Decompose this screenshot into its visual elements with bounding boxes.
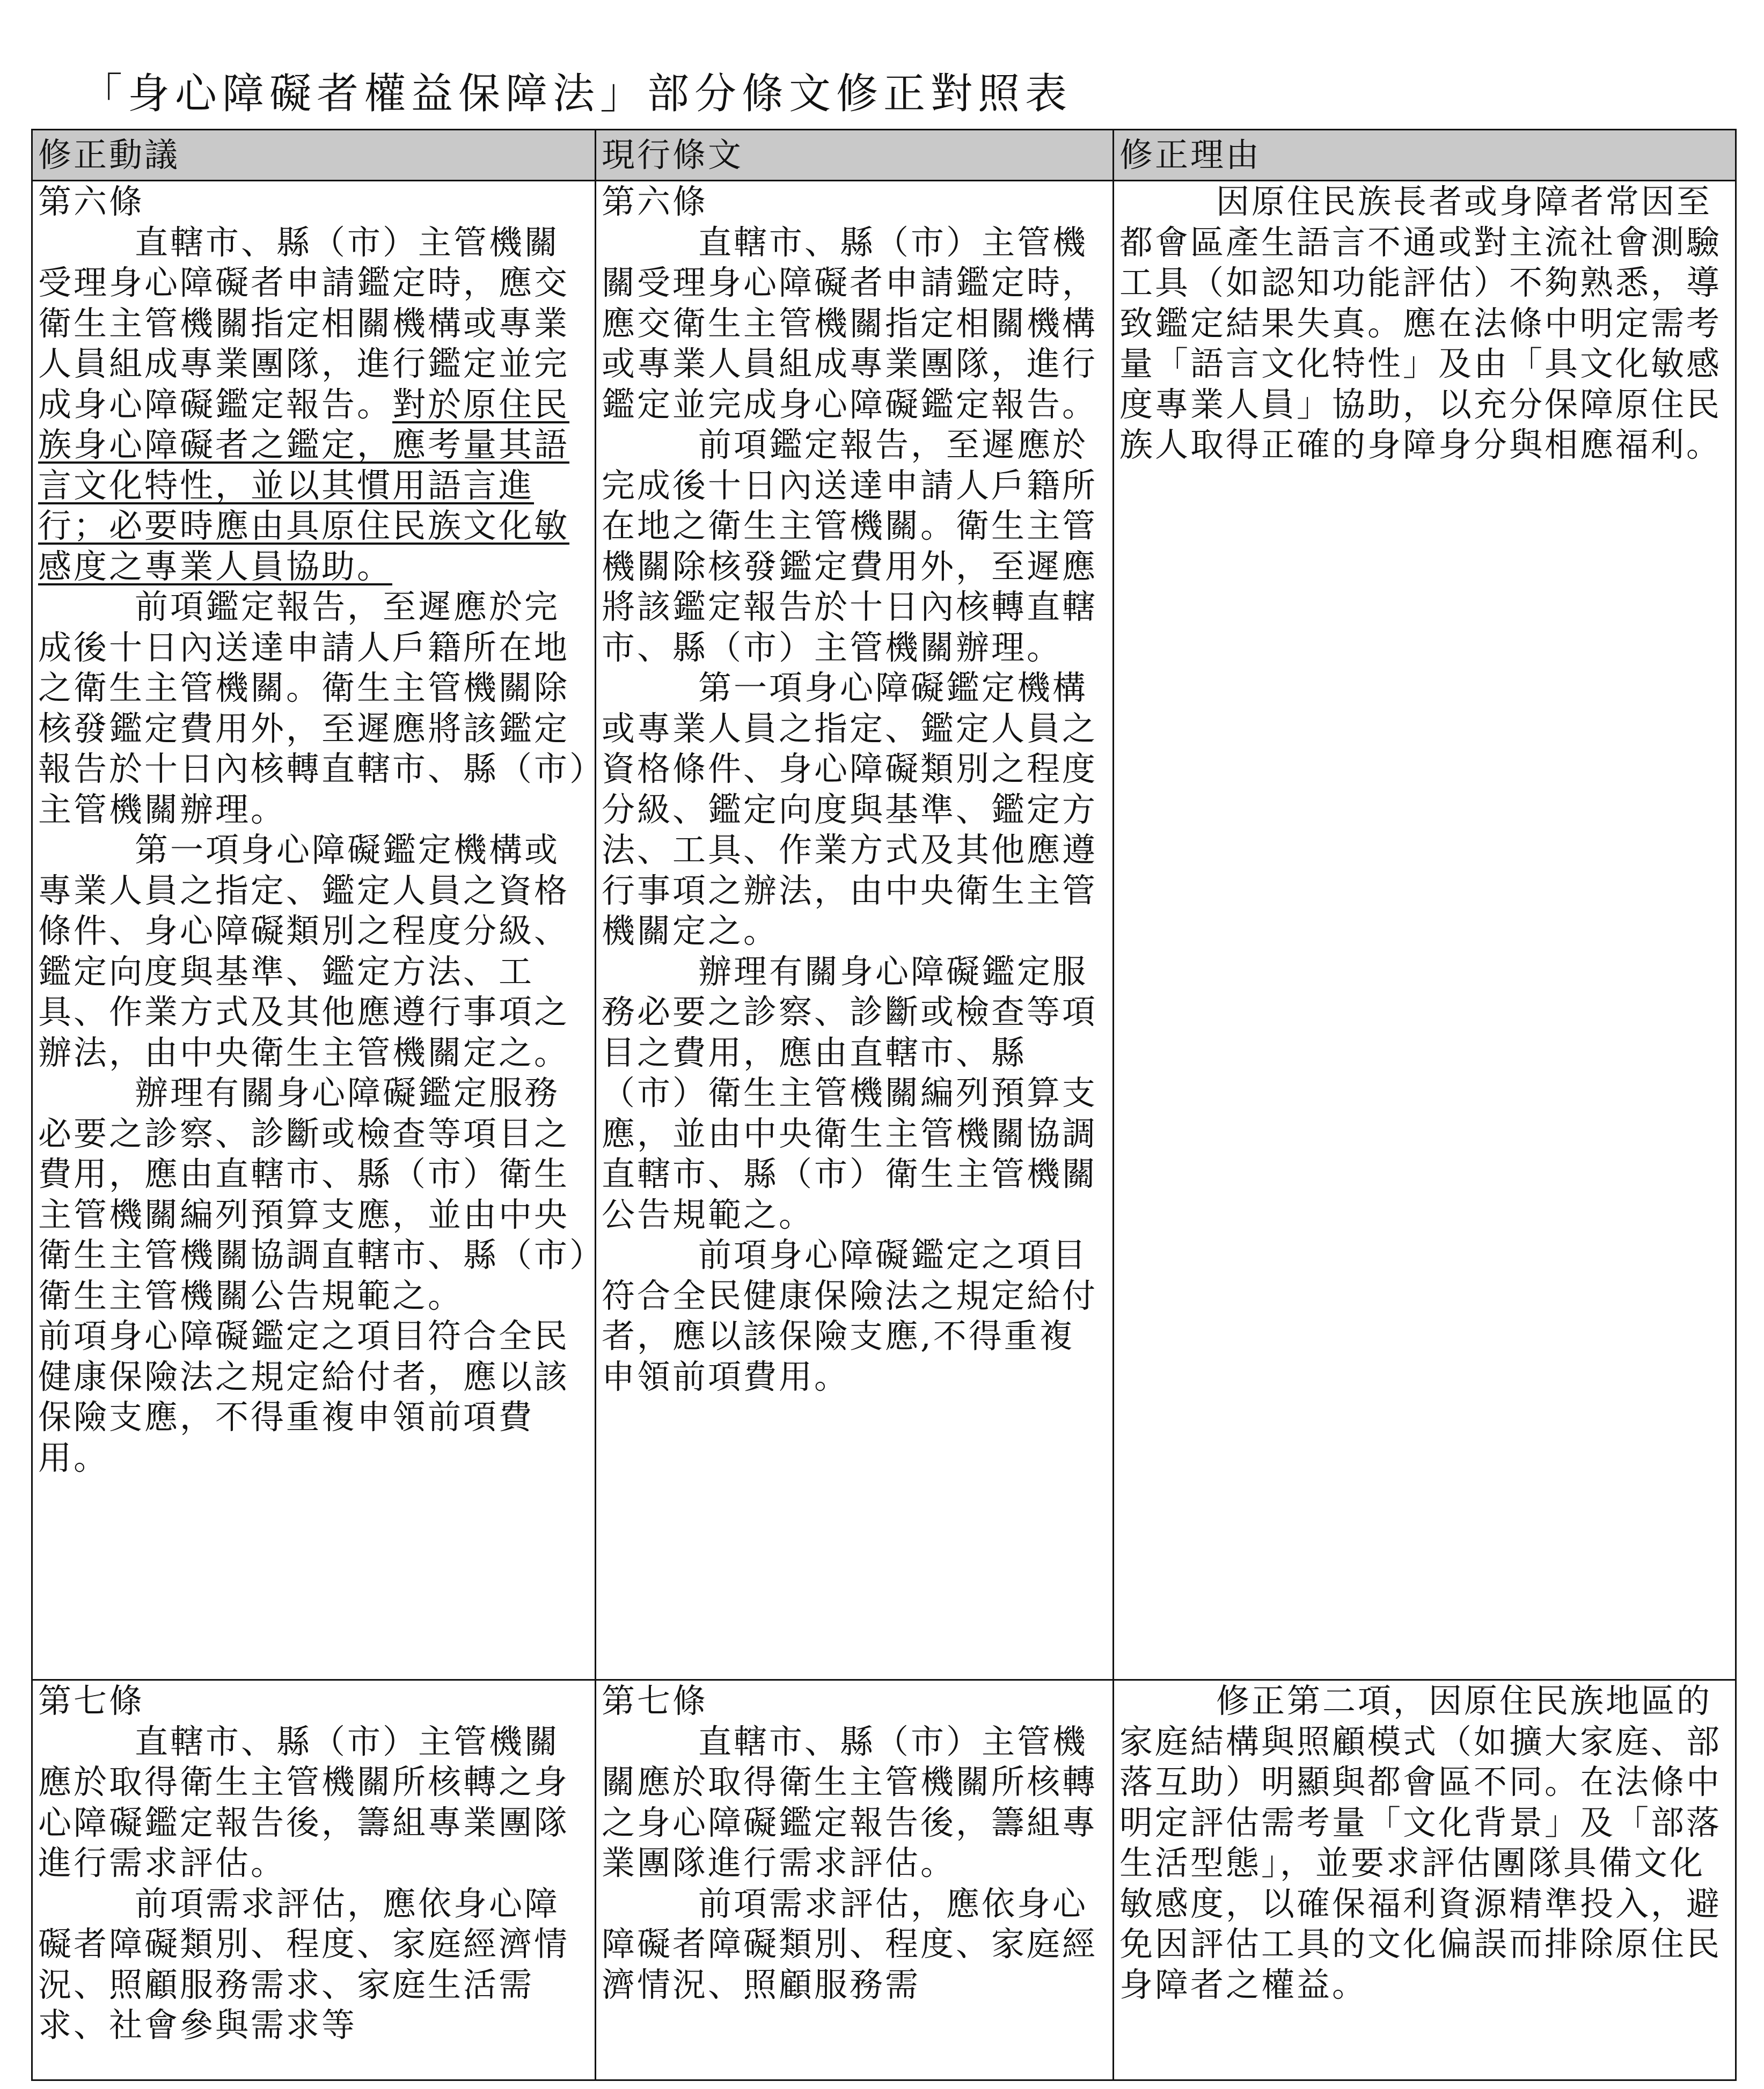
header-current: 現行條文 bbox=[596, 130, 1114, 181]
article-6-current-para-2: 前項鑑定報告，至遲應於完成後十日內送達申請人戶籍所在地之衛生主管機關。衛生主管機關除核發鑑定費用外，至遲應將該鑑定報告於十日內核轉直轄市、縣（市）主管機關辦理。 bbox=[602, 425, 1098, 667]
article-7-current-para-2: 前項需求評估，應依身心障礙者障礙類別、程度、家庭經濟情況、照顧服務需 bbox=[602, 1883, 1098, 2004]
article-7-amendment-title: 第七條 bbox=[38, 1681, 145, 1720]
article-6-row bbox=[32, 181, 1736, 1680]
article-6-amendment-added-text: 對於原住民族身心障礙者之鑑定，應考量其語言文化特性，並以其慣用語言進行；必要時應由具原住民族文化敏感度之專業人員協助。 bbox=[38, 384, 570, 586]
article-7-current-title: 第七條 bbox=[602, 1681, 708, 1720]
article-7-reason-text: 修正第二項，因原住民族地區的家庭結構與照顧模式（如擴大家庭、部落互助）明顯與都會區不同。在法條中明定評估需考量「文化背景」及「部落生活型態」，並要求評估團隊具備文化敏感度，以確保福利資源精準投入，避免因評估工具的文化偏誤而排除原住民身障者之權益。 bbox=[1119, 1681, 1722, 2004]
article-6-amendment-para-4: 辦理有關身心障礙鑑定服務必要之診察、診斷或檢查等項目之費用，應由直轄市、縣（市）衛生主管機關編列預算支應，並由中央衛生主管機關協調直轄市、縣（市）衛生主管機關公告規範之。 bbox=[38, 1073, 589, 1315]
article-6-reason-cell bbox=[1114, 181, 1736, 1680]
article-7-amendment-cell bbox=[32, 1680, 596, 2080]
article-7-amendment-para-1: 直轄市、縣（市）主管機關應於取得衛生主管機關所核轉之身心障礙鑑定報告後，籌組專業團隊進行需求評估。 bbox=[38, 1721, 570, 1882]
article-6-current-para-3: 第一項身心障礙鑑定機構或專業人員之指定、鑑定人員之資格條件、身心障礙類別之程度分級、鑑定向度與基準、鑑定方法、工具、作業方式及其他應遵行事項之辦法，由中央衛生主管機關定之。 bbox=[602, 668, 1098, 950]
article-6-current-para-5: 前項身心障礙鑑定之項目符合全民健康保險法之規定給付者，應以該保險支應,不得重複申領前項費用。 bbox=[602, 1235, 1098, 1396]
article-7-row bbox=[32, 1680, 1736, 2080]
article-6-current-cell bbox=[596, 181, 1114, 1680]
article-6-amendment-para-1-text: 直轄市、縣（市）主管機關受理身心障礙者申請鑑定時，應交衛生主管機關指定相關機構或專業人員組成專業團隊，進行鑑定並完成身心障礙鑑定報告。 bbox=[38, 222, 570, 424]
article-7-reason-cell bbox=[1114, 1680, 1736, 2080]
article-6-current-para-1: 直轄市、縣（市）主管機關受理身心障礙者申請鑑定時，應交衛生主管機關指定相關機構或專業人員組成專業團隊，進行鑑定並完成身心障礙鑑定報告。 bbox=[602, 222, 1098, 424]
article-7-current-para-1: 直轄市、縣（市）主管機關應於取得衛生主管機關所核轉之身心障礙鑑定報告後，籌組專業團隊進行需求評估。 bbox=[602, 1721, 1098, 1882]
article-7-amendment-para-2: 前項需求評估，應依身心障礙者障礙類別、程度、家庭經濟情況、照顧服務需求、家庭生活需求、社會參與需求等 bbox=[38, 1883, 570, 2044]
article-6-amendment-para-2: 前項鑑定報告，至遲應於完成後十日內送達申請人戶籍所在地之衛生主管機關。衛生主管機關除核發鑑定費用外，至遲應將該鑑定報告於十日內核轉直轄市、縣（市）主管機關辦理。 bbox=[38, 587, 589, 829]
article-6-amendment-para-5: 前項身心障礙鑑定之項目符合全民健康保險法之規定給付者，應以該保險支應，不得重複申領前項費用。 bbox=[38, 1316, 570, 1477]
article-6-amendment-title: 第六條 bbox=[38, 182, 145, 221]
article-6-current-para-4: 辦理有關身心障礙鑑定服務必要之診察、診斷或檢查等項目之費用，應由直轄市、縣（市）衛生主管機關編列預算支應，並由中央衛生主管機關協調直轄市、縣（市）衛生主管機關公告規範之。 bbox=[602, 951, 1098, 1234]
page-title: 「身心障礙者權益保障法」部分條文修正對照表 bbox=[80, 70, 1073, 118]
header-reason: 修正理由 bbox=[1114, 130, 1736, 181]
article-6-amendment-para-3: 第一項身心障礙鑑定機構或專業人員之指定、鑑定人員之資格條件、身心障礙類別之程度分級、鑑定向度與基準、鑑定方法、工具、作業方式及其他應遵行事項之辦法，由中央衛生主管機關定之。 bbox=[38, 830, 570, 1072]
article-6-amendment-para-1 bbox=[38, 222, 589, 587]
article-6-reason-text: 因原住民族長者或身障者常因至都會區產生語言不通或對主流社會測驗工具（如認知功能評估）不夠熟悉，導致鑑定結果失真。應在法條中明定需考量「語言文化特性」及由「具文化敏感度專業人員」協助，以充分保障原住民族人取得正確的身障身分與相應福利。 bbox=[1119, 182, 1722, 464]
header-amendment: 修正動議 bbox=[32, 130, 596, 181]
article-7-current-cell bbox=[596, 1680, 1114, 2080]
article-6-current-title: 第六條 bbox=[602, 182, 708, 221]
comparison-table bbox=[31, 129, 1737, 2081]
header-row bbox=[32, 130, 1736, 181]
article-6-amendment-cell bbox=[32, 181, 596, 1680]
